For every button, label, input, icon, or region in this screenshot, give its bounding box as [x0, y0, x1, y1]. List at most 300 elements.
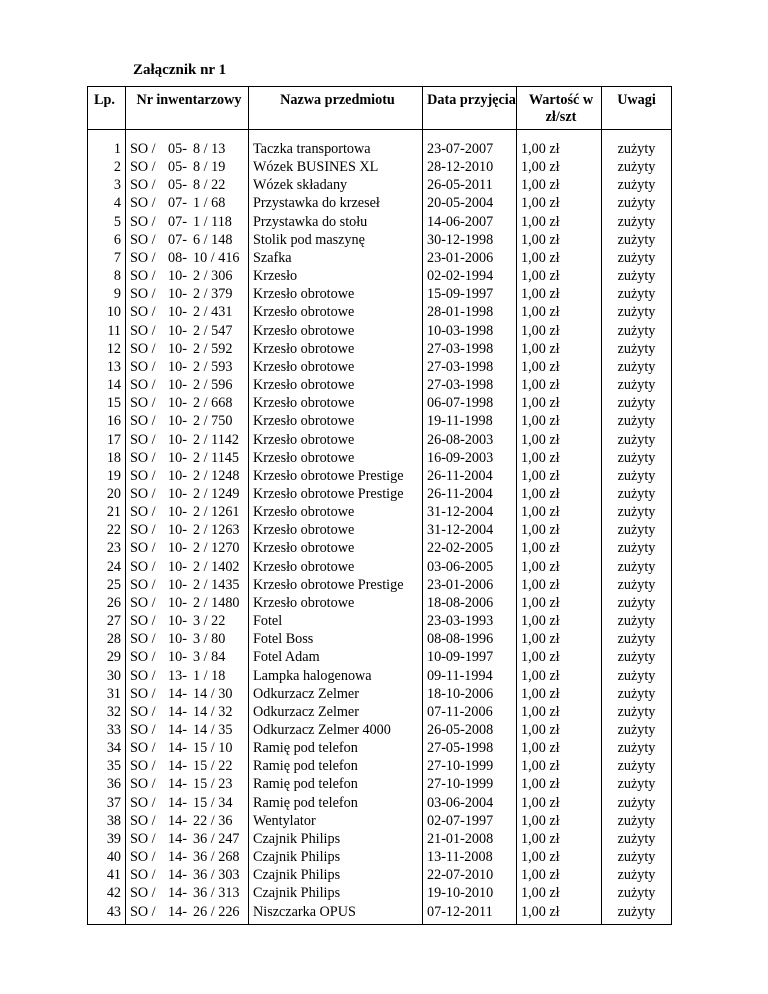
row-inventory-number — [126, 685, 249, 703]
nr-group: 14- — [168, 794, 187, 811]
nr-prefix: SO / — [130, 667, 156, 684]
row-notes: zużyty — [602, 794, 672, 812]
row-value: 1,00 zł — [517, 739, 602, 757]
nr-prefix: SO / — [130, 522, 156, 539]
row-lp: 10 — [88, 303, 126, 321]
table-row — [88, 231, 672, 249]
row-inventory-number — [126, 340, 249, 358]
row-inventory-number — [126, 231, 249, 249]
row-notes: zużyty — [602, 866, 672, 884]
row-notes: zużyty — [602, 467, 672, 485]
nr-number: 2 / 668 — [193, 395, 233, 412]
table-row — [88, 322, 672, 340]
nr-prefix: SO / — [130, 703, 156, 720]
nr-number: 2 / 750 — [193, 413, 233, 430]
nr-group: 10- — [168, 594, 187, 611]
row-inventory-number — [126, 213, 249, 231]
row-lp: 35 — [88, 757, 126, 775]
nr-group: 14- — [168, 867, 187, 884]
row-item-name: Krzesło obrotowe — [249, 376, 423, 394]
row-date: 22-07-2010 — [423, 866, 517, 884]
row-item-name: Ramię pod telefon — [249, 739, 423, 757]
nr-group: 07- — [168, 195, 187, 212]
row-notes: zużyty — [602, 721, 672, 739]
nr-number: 14 / 35 — [193, 722, 233, 738]
nr-group: 05- — [168, 159, 187, 176]
nr-number: 2 / 1249 — [193, 485, 240, 502]
nr-number: 14 / 32 — [193, 703, 233, 720]
nr-group: 10- — [168, 431, 187, 448]
nr-prefix: SO / — [130, 395, 156, 412]
row-inventory-number — [126, 848, 249, 866]
nr-group: 10- — [168, 286, 187, 303]
row-date: 03-06-2005 — [423, 558, 517, 576]
row-notes: zużyty — [602, 630, 672, 648]
nr-prefix: SO / — [130, 812, 156, 829]
row-date: 07-11-2006 — [423, 703, 517, 721]
row-notes: zużyty — [602, 431, 672, 449]
row-value: 1,00 zł — [517, 539, 602, 557]
row-inventory-number — [126, 594, 249, 612]
row-inventory-number — [126, 866, 249, 884]
row-item-name: Krzesło obrotowe — [249, 449, 423, 467]
nr-number: 2 / 1248 — [193, 467, 240, 484]
nr-number: 2 / 1270 — [193, 540, 240, 557]
row-lp: 9 — [88, 285, 126, 303]
nr-prefix: SO / — [130, 340, 156, 357]
row-lp: 23 — [88, 539, 126, 557]
row-date: 06-07-1998 — [423, 394, 517, 412]
row-item-name: Krzesło obrotowe — [249, 303, 423, 321]
row-notes: zużyty — [602, 903, 672, 925]
nr-group: 10- — [168, 504, 187, 521]
row-value: 1,00 zł — [517, 866, 602, 884]
header-date: Data przyjęcia — [423, 87, 517, 130]
nr-prefix: SO / — [130, 631, 156, 648]
table-row — [88, 267, 672, 285]
row-item-name: Krzesło obrotowe Prestige — [249, 485, 423, 503]
table-row — [88, 721, 672, 739]
table-body — [88, 130, 672, 925]
row-date: 26-11-2004 — [423, 485, 517, 503]
table-row — [88, 431, 672, 449]
row-inventory-number — [126, 285, 249, 303]
row-date: 27-03-1998 — [423, 358, 517, 376]
row-value: 1,00 zł — [517, 303, 602, 321]
nr-prefix: SO / — [130, 413, 156, 430]
row-inventory-number — [126, 648, 249, 666]
row-notes: zużyty — [602, 648, 672, 666]
table-row — [88, 285, 672, 303]
row-value: 1,00 zł — [517, 249, 602, 267]
nr-group: 07- — [168, 213, 187, 230]
row-lp: 13 — [88, 358, 126, 376]
nr-group: 10- — [168, 322, 187, 339]
table-row — [88, 884, 672, 902]
row-notes: zużyty — [602, 830, 672, 848]
row-lp: 12 — [88, 340, 126, 358]
table-row — [88, 830, 672, 848]
row-value: 1,00 zł — [517, 794, 602, 812]
row-value: 1,00 zł — [517, 830, 602, 848]
row-value: 1,00 zł — [517, 594, 602, 612]
table-row — [88, 412, 672, 430]
row-notes: zużyty — [602, 449, 672, 467]
row-value: 1,00 zł — [517, 630, 602, 648]
row-lp: 33 — [88, 721, 126, 739]
nr-group: 10- — [168, 340, 187, 357]
row-lp: 11 — [88, 322, 126, 340]
row-item-name: Stolik pod maszynę — [249, 231, 423, 249]
row-item-name: Fotel Adam — [249, 648, 423, 666]
table-row — [88, 775, 672, 793]
row-notes: zużyty — [602, 194, 672, 212]
row-item-name: Przystawka do krzeseł — [249, 194, 423, 212]
row-item-name: Krzesło obrotowe — [249, 412, 423, 430]
row-item-name: Czajnik Philips — [249, 848, 423, 866]
nr-group: 14- — [168, 903, 187, 920]
row-value: 1,00 zł — [517, 503, 602, 521]
document-title: Załącznik nr 1 — [133, 62, 227, 78]
row-inventory-number — [126, 757, 249, 775]
row-value: 1,00 zł — [517, 775, 602, 793]
row-notes: zużyty — [602, 176, 672, 194]
row-date: 15-09-1997 — [423, 285, 517, 303]
row-item-name: Przystawka do stołu — [249, 213, 423, 231]
nr-prefix: SO / — [130, 885, 156, 902]
row-notes: zużyty — [602, 757, 672, 775]
row-value: 1,00 zł — [517, 358, 602, 376]
row-item-name: Niszczarka OPUS — [249, 903, 423, 925]
row-inventory-number — [126, 130, 249, 159]
row-notes: zużyty — [602, 412, 672, 430]
nr-prefix: SO / — [130, 213, 156, 230]
table-row — [88, 467, 672, 485]
row-inventory-number — [126, 612, 249, 630]
table-row — [88, 158, 672, 176]
row-lp: 24 — [88, 558, 126, 576]
nr-group: 07- — [168, 231, 187, 248]
row-date: 27-10-1999 — [423, 757, 517, 775]
table-row — [88, 539, 672, 557]
row-inventory-number — [126, 449, 249, 467]
row-date: 18-10-2006 — [423, 685, 517, 703]
row-date: 23-01-2006 — [423, 576, 517, 594]
row-lp: 17 — [88, 431, 126, 449]
table-row — [88, 757, 672, 775]
row-date: 31-12-2004 — [423, 521, 517, 539]
row-value: 1,00 zł — [517, 412, 602, 430]
row-item-name: Lampka halogenowa — [249, 667, 423, 685]
nr-group: 14- — [168, 740, 187, 757]
row-notes: zużyty — [602, 612, 672, 630]
row-notes: zużyty — [602, 303, 672, 321]
row-date: 18-08-2006 — [423, 594, 517, 612]
nr-number: 36 / 268 — [193, 849, 240, 866]
inventory-table — [87, 86, 672, 925]
row-notes: zużyty — [602, 812, 672, 830]
row-item-name: Krzesło obrotowe — [249, 594, 423, 612]
nr-number: 8 / 13 — [193, 141, 226, 157]
row-notes: zużyty — [602, 667, 672, 685]
nr-number: 2 / 547 — [193, 322, 233, 339]
row-item-name: Krzesło obrotowe — [249, 322, 423, 340]
row-inventory-number — [126, 521, 249, 539]
table-row — [88, 194, 672, 212]
row-date: 16-09-2003 — [423, 449, 517, 467]
row-item-name: Ramię pod telefon — [249, 775, 423, 793]
row-value: 1,00 zł — [517, 322, 602, 340]
table-row — [88, 130, 672, 159]
row-item-name: Ramię pod telefon — [249, 794, 423, 812]
nr-number: 2 / 593 — [193, 358, 233, 375]
row-notes: zużyty — [602, 158, 672, 176]
nr-number: 36 / 313 — [193, 885, 240, 902]
row-inventory-number — [126, 812, 249, 830]
row-item-name: Fotel Boss — [249, 630, 423, 648]
nr-number: 6 / 148 — [193, 231, 233, 248]
nr-number: 2 / 1402 — [193, 558, 240, 575]
row-inventory-number — [126, 394, 249, 412]
row-value: 1,00 zł — [517, 376, 602, 394]
row-lp: 18 — [88, 449, 126, 467]
row-date: 20-05-2004 — [423, 194, 517, 212]
table-row — [88, 176, 672, 194]
nr-group: 05- — [168, 141, 187, 157]
table-row — [88, 576, 672, 594]
nr-prefix: SO / — [130, 830, 156, 847]
table-row — [88, 213, 672, 231]
row-inventory-number — [126, 630, 249, 648]
row-value: 1,00 zł — [517, 521, 602, 539]
row-lp: 34 — [88, 739, 126, 757]
table-row — [88, 594, 672, 612]
table-row — [88, 376, 672, 394]
row-notes: zużyty — [602, 884, 672, 902]
row-value: 1,00 zł — [517, 703, 602, 721]
row-lp: 2 — [88, 158, 126, 176]
row-value: 1,00 zł — [517, 612, 602, 630]
row-value: 1,00 zł — [517, 431, 602, 449]
nr-prefix: SO / — [130, 776, 156, 793]
row-notes: zużyty — [602, 485, 672, 503]
row-value: 1,00 zł — [517, 130, 602, 159]
row-notes: zużyty — [602, 267, 672, 285]
row-item-name: Wózek składany — [249, 176, 423, 194]
row-lp: 15 — [88, 394, 126, 412]
row-value: 1,00 zł — [517, 213, 602, 231]
row-inventory-number — [126, 467, 249, 485]
row-lp: 28 — [88, 630, 126, 648]
nr-number: 36 / 303 — [193, 867, 240, 884]
row-item-name: Szafka — [249, 249, 423, 267]
row-lp: 3 — [88, 176, 126, 194]
nr-group: 10- — [168, 467, 187, 484]
row-item-name: Wózek BUSINES XL — [249, 158, 423, 176]
row-item-name: Krzesło — [249, 267, 423, 285]
row-inventory-number — [126, 884, 249, 902]
row-inventory-number — [126, 503, 249, 521]
nr-group: 14- — [168, 685, 187, 702]
nr-group: 10- — [168, 613, 187, 630]
row-lp: 25 — [88, 576, 126, 594]
row-lp: 21 — [88, 503, 126, 521]
nr-prefix: SO / — [130, 504, 156, 521]
table-row — [88, 648, 672, 666]
nr-number: 1 / 118 — [193, 213, 232, 230]
table-row — [88, 703, 672, 721]
nr-group: 10- — [168, 304, 187, 321]
nr-prefix: SO / — [130, 649, 156, 666]
row-notes: zużyty — [602, 394, 672, 412]
nr-prefix: SO / — [130, 195, 156, 212]
row-date: 19-10-2010 — [423, 884, 517, 902]
row-inventory-number — [126, 303, 249, 321]
row-inventory-number — [126, 830, 249, 848]
table-row — [88, 630, 672, 648]
row-lp: 41 — [88, 866, 126, 884]
header-inventory-number: Nr inwentarzowy — [126, 87, 249, 130]
row-inventory-number — [126, 721, 249, 739]
row-lp: 4 — [88, 194, 126, 212]
nr-prefix: SO / — [130, 322, 156, 339]
row-item-name: Taczka transportowa — [249, 130, 423, 159]
row-value: 1,00 zł — [517, 903, 602, 925]
table-row — [88, 685, 672, 703]
row-inventory-number — [126, 358, 249, 376]
row-value: 1,00 zł — [517, 558, 602, 576]
row-date: 09-11-1994 — [423, 667, 517, 685]
row-date: 26-05-2011 — [423, 176, 517, 194]
header-value: Wartość w zł/szt — [517, 87, 602, 130]
row-value: 1,00 zł — [517, 158, 602, 176]
nr-prefix: SO / — [130, 613, 156, 630]
nr-group: 10- — [168, 649, 187, 666]
table-header-row — [88, 87, 672, 130]
row-item-name: Krzesło obrotowe — [249, 394, 423, 412]
nr-prefix: SO / — [130, 903, 156, 920]
row-value: 1,00 zł — [517, 267, 602, 285]
nr-group: 14- — [168, 758, 187, 775]
row-date: 31-12-2004 — [423, 503, 517, 521]
row-inventory-number — [126, 703, 249, 721]
row-date: 07-12-2011 — [423, 903, 517, 925]
row-inventory-number — [126, 794, 249, 812]
row-item-name: Czajnik Philips — [249, 866, 423, 884]
row-date: 28-01-1998 — [423, 303, 517, 321]
nr-group: 14- — [168, 830, 187, 847]
row-notes: zużyty — [602, 503, 672, 521]
row-notes: zużyty — [602, 775, 672, 793]
nr-group: 10- — [168, 413, 187, 430]
row-lp: 37 — [88, 794, 126, 812]
row-lp: 5 — [88, 213, 126, 231]
nr-prefix: SO / — [130, 867, 156, 884]
row-item-name: Odkurzacz Zelmer — [249, 685, 423, 703]
table-row — [88, 794, 672, 812]
nr-prefix: SO / — [130, 286, 156, 303]
nr-number: 2 / 592 — [193, 340, 233, 357]
row-lp: 8 — [88, 267, 126, 285]
nr-number: 2 / 1263 — [193, 522, 240, 539]
row-notes: zużyty — [602, 594, 672, 612]
row-value: 1,00 zł — [517, 485, 602, 503]
nr-number: 1 / 18 — [193, 667, 226, 684]
row-lp: 22 — [88, 521, 126, 539]
row-inventory-number — [126, 485, 249, 503]
row-notes: zużyty — [602, 322, 672, 340]
nr-prefix: SO / — [130, 540, 156, 557]
row-lp: 36 — [88, 775, 126, 793]
row-notes: zużyty — [602, 703, 672, 721]
row-item-name: Krzesło obrotowe — [249, 285, 423, 303]
nr-prefix: SO / — [130, 159, 156, 176]
row-notes: zużyty — [602, 848, 672, 866]
row-item-name: Krzesło obrotowe Prestige — [249, 576, 423, 594]
row-value: 1,00 zł — [517, 812, 602, 830]
row-lp: 40 — [88, 848, 126, 866]
nr-group: 14- — [168, 849, 187, 866]
row-date: 02-07-1997 — [423, 812, 517, 830]
nr-prefix: SO / — [130, 141, 156, 157]
nr-group: 10- — [168, 268, 187, 285]
row-date: 02-02-1994 — [423, 267, 517, 285]
table-row — [88, 667, 672, 685]
row-lp: 38 — [88, 812, 126, 830]
table-row — [88, 485, 672, 503]
row-lp: 20 — [88, 485, 126, 503]
row-inventory-number — [126, 431, 249, 449]
row-inventory-number — [126, 176, 249, 194]
row-lp: 1 — [88, 130, 126, 159]
nr-number: 36 / 247 — [193, 830, 240, 847]
nr-number: 15 / 34 — [193, 794, 233, 811]
row-item-name: Czajnik Philips — [249, 830, 423, 848]
nr-number: 1 / 68 — [193, 195, 226, 212]
row-value: 1,00 zł — [517, 394, 602, 412]
row-date: 30-12-1998 — [423, 231, 517, 249]
row-lp: 42 — [88, 884, 126, 902]
nr-number: 2 / 1145 — [193, 449, 239, 466]
row-date: 26-11-2004 — [423, 467, 517, 485]
row-lp: 7 — [88, 249, 126, 267]
header-item-name: Nazwa przedmiotu — [249, 87, 423, 130]
row-value: 1,00 zł — [517, 848, 602, 866]
row-inventory-number — [126, 667, 249, 685]
row-inventory-number — [126, 412, 249, 430]
row-value: 1,00 zł — [517, 884, 602, 902]
row-date: 23-07-2007 — [423, 130, 517, 159]
row-notes: zużyty — [602, 213, 672, 231]
nr-prefix: SO / — [130, 576, 156, 593]
row-date: 03-06-2004 — [423, 794, 517, 812]
nr-number: 15 / 10 — [193, 740, 233, 757]
row-item-name: Czajnik Philips — [249, 884, 423, 902]
nr-prefix: SO / — [130, 722, 156, 738]
nr-prefix: SO / — [130, 268, 156, 285]
row-date: 26-05-2008 — [423, 721, 517, 739]
nr-number: 10 / 416 — [193, 249, 240, 266]
nr-group: 14- — [168, 885, 187, 902]
nr-number: 22 / 36 — [193, 812, 233, 829]
nr-number: 15 / 22 — [193, 758, 233, 775]
nr-group: 10- — [168, 540, 187, 557]
row-notes: zużyty — [602, 376, 672, 394]
row-notes: zużyty — [602, 285, 672, 303]
table-row — [88, 449, 672, 467]
row-inventory-number — [126, 576, 249, 594]
row-value: 1,00 zł — [517, 648, 602, 666]
